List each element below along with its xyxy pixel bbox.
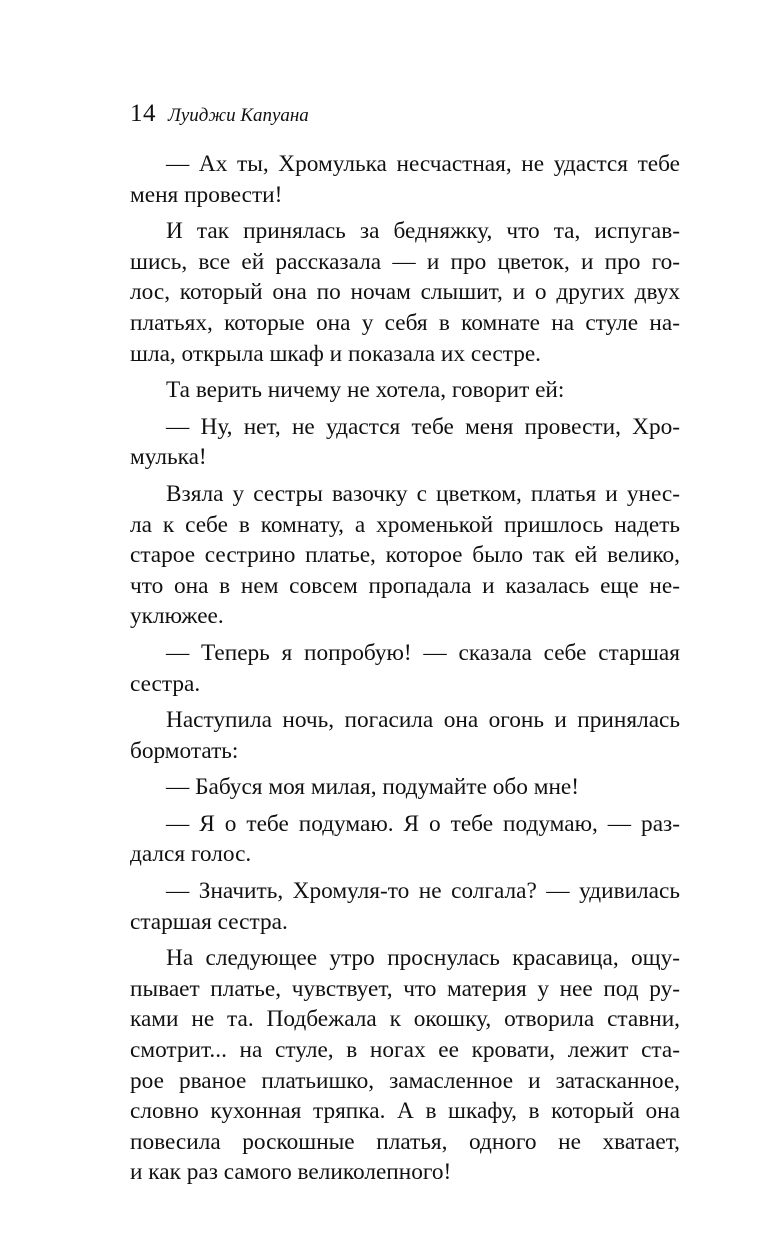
text-line: мулька! (130, 444, 207, 471)
text-line: — Я о тебе подумаю. Я о тебе подумаю, — раз- (166, 810, 680, 837)
paragraph (130, 705, 680, 766)
running-header (130, 100, 680, 140)
text-line: Та верить ничему не хотела, говорит ей: (166, 377, 565, 404)
paragraph (130, 809, 680, 870)
text-line: Наступила ночь, погасила она огонь и принялась (166, 707, 680, 734)
text-line: — Ну, нет, не удастся тебе меня провести, Хро- (166, 413, 680, 440)
paragraph (130, 479, 680, 632)
text-line: ками не та. Подбежала к окошку, отворила ставни, (130, 1006, 680, 1033)
text-line: шла, открыла шкаф и показала их сестре. (130, 340, 542, 367)
text-line: бормотать: (130, 737, 239, 764)
text-line: что она в нем совсем пропадала и казалась еще не- (130, 572, 680, 599)
text-line: дался голос. (130, 841, 252, 868)
text-line: И так принялась за бедняжку, что та, испугав- (166, 218, 680, 245)
paragraph (130, 149, 680, 210)
text-line: и как раз самого великолепного! (130, 1159, 452, 1186)
text-line: словно кухонная тряпка. А в шкафу, в который она (130, 1098, 680, 1125)
text-line: сестра. (130, 670, 201, 697)
text-line: — Теперь я попробую! — сказала себе старшая (166, 639, 680, 666)
paragraph (130, 375, 680, 406)
text-line: Взяла у сестры вазочку с цветком, платья и унес- (166, 480, 680, 507)
text-line: повесила роскошные платья, одного не хватает, (130, 1128, 680, 1155)
text-line: старое сестрино платье, которое было так ей велико, (130, 542, 680, 569)
text-line: платьях, которые она у себя в комнате на стуле на- (130, 309, 680, 336)
body-text (130, 149, 680, 1188)
paragraph (130, 876, 680, 937)
text-line: старшая сестра. (130, 908, 288, 935)
paragraph (130, 943, 680, 1188)
text-line: уклюжее. (130, 603, 224, 630)
text-line: смотрит... на стуле, в ногах ее кровати, лежит ста- (130, 1037, 680, 1064)
text-line: ла к себе в комнату, а хроменькой пришлось надеть (130, 511, 680, 538)
book-page (130, 100, 680, 1194)
paragraph (130, 772, 680, 803)
text-line: На следующее утро проснулась красавица, ощу- (166, 945, 680, 972)
text-line: пывает платье, чувствует, что материя у нее под ру- (130, 975, 680, 1002)
paragraph (130, 638, 680, 699)
text-line: — Ах ты, Хромулька несчастная, не удастся тебе (166, 151, 680, 177)
text-line: — Значить, Хромуля-то не солгала? — удивилась (166, 878, 680, 905)
text-line: меня провести! (130, 181, 283, 208)
text-line: рое рваное платьишко, замасленное и затасканное, (130, 1067, 680, 1094)
text-line: лос, который она по ночам слышит, и о других двух (130, 279, 680, 306)
page-number: 14 (130, 100, 156, 127)
paragraph (130, 216, 680, 369)
text-line: — Бабуся моя милая, подумайте обо мне! (166, 774, 580, 801)
author-name: Луиджи Капуана (168, 105, 309, 126)
paragraph (130, 412, 680, 473)
text-line: шись, все ей рассказала — и про цветок, и про го- (130, 248, 680, 275)
